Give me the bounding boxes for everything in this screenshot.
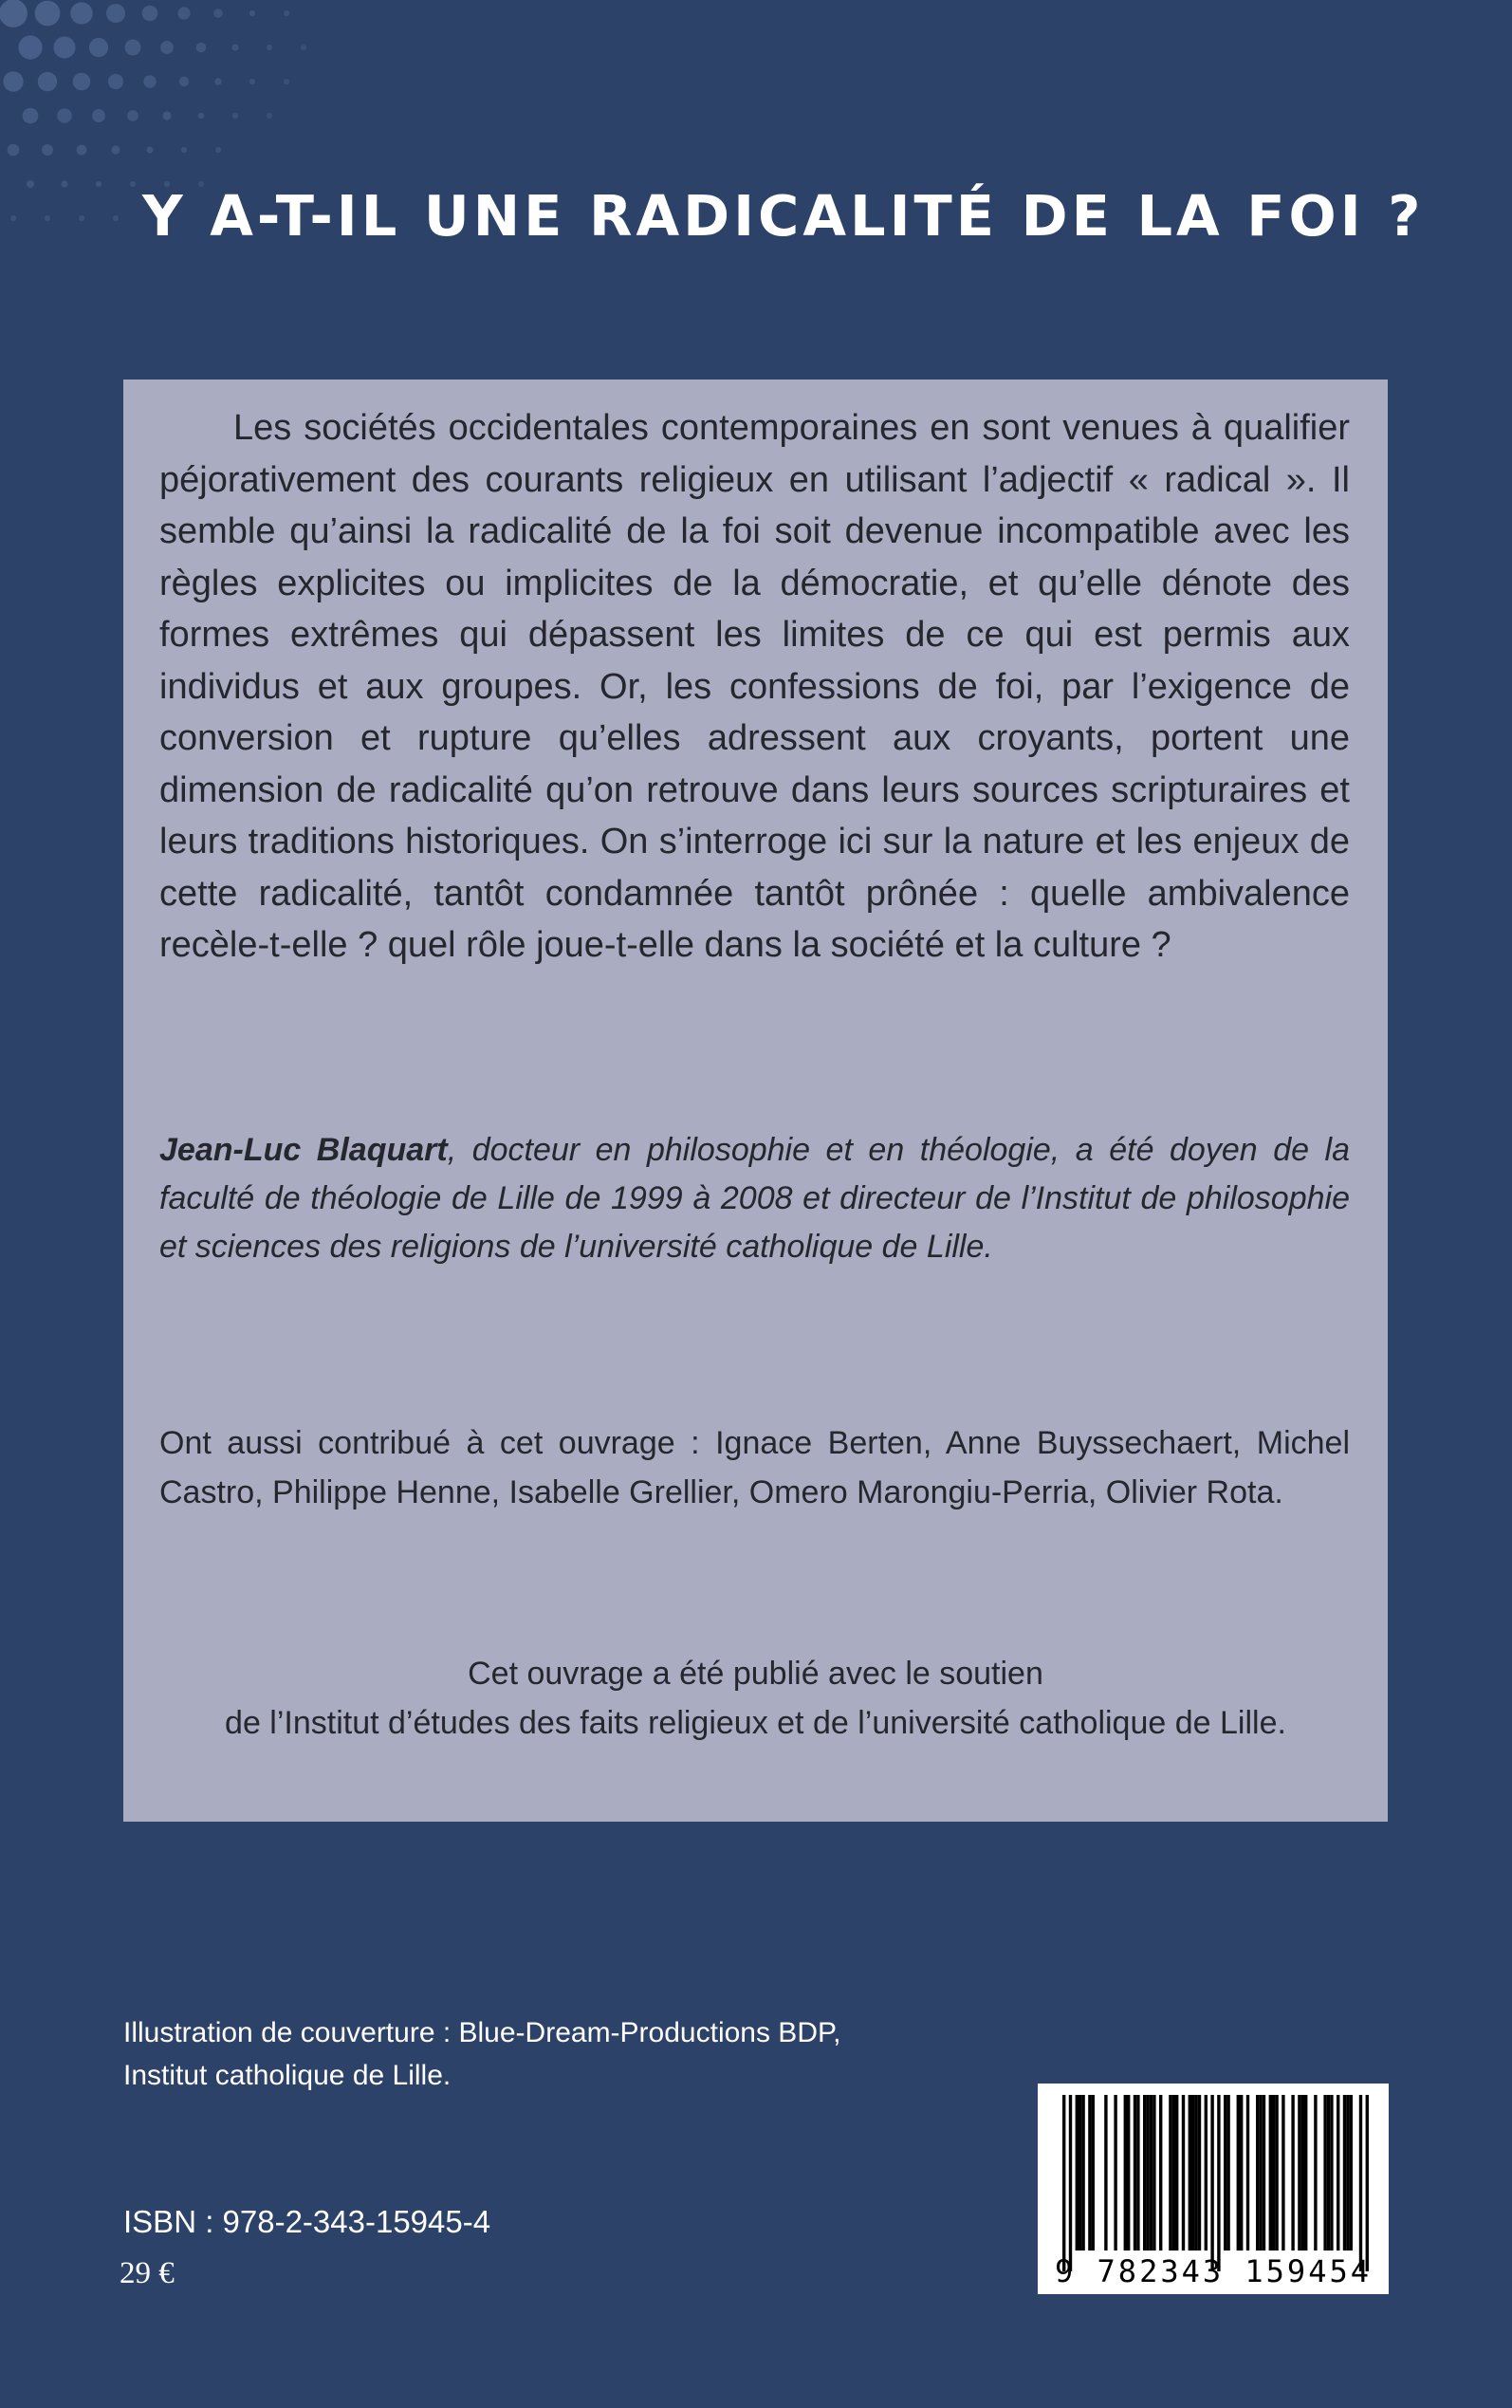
barcode-bar: [1194, 2095, 1197, 2251]
barcode-bar: [1246, 2095, 1249, 2251]
barcode-bar: [1150, 2095, 1152, 2251]
barcode-bar: [1198, 2095, 1201, 2251]
decorative-dot: [106, 4, 125, 23]
decorative-dot: [160, 41, 174, 54]
barcode-bar: [1343, 2095, 1346, 2251]
barcode-digits: 9 782343 159454: [1055, 2253, 1372, 2289]
decorative-dot: [54, 37, 76, 59]
barcode-bar: [1172, 2095, 1175, 2251]
barcode-bar: [1079, 2095, 1081, 2251]
barcode-bar: [1269, 2095, 1272, 2251]
decorative-dot: [57, 108, 72, 123]
decorative-dot: [267, 45, 272, 50]
barcode-bar: [1346, 2095, 1349, 2251]
decorative-dot: [89, 38, 108, 57]
barcode-bar: [1189, 2095, 1191, 2251]
decorative-dot: [284, 10, 289, 16]
decorative-dot: [18, 35, 42, 59]
barcode-bar: [1175, 2095, 1178, 2251]
barcode-bar: [1282, 2095, 1284, 2251]
barcode-bar: [1088, 2095, 1091, 2251]
barcode-bar: [1291, 2095, 1294, 2251]
decorative-dot: [108, 74, 123, 89]
decorative-dot: [232, 113, 238, 119]
decorative-dot: [214, 78, 221, 84]
decorative-dot: [77, 145, 87, 156]
barcode-bar: [1275, 2095, 1278, 2251]
decorative-dot: [146, 146, 153, 153]
barcode-bar: [1298, 2095, 1300, 2251]
decorative-dot: [27, 180, 34, 188]
decorative-dot: [113, 215, 119, 221]
decorative-dot: [42, 144, 53, 156]
support-note-line-1: Cet ouvrage a été publié avec le soutien: [468, 1656, 1043, 1692]
isbn-barcode: [1038, 2084, 1389, 2294]
decorative-dot: [179, 77, 189, 86]
barcode-bar: [1314, 2095, 1317, 2251]
decorative-dot: [213, 9, 223, 18]
barcode-bar: [1323, 2095, 1326, 2251]
barcode-bar: [1062, 2095, 1065, 2271]
isbn-number: ISBN : 978-2-343-15945-4: [123, 2204, 491, 2239]
back-cover-text-panel: [123, 380, 1388, 1822]
decorative-dot: [267, 113, 272, 119]
barcode-bar: [1359, 2095, 1362, 2271]
book-summary: Les sociétés occidentales contemporaines en sont venues à qualifier péjorativement des courants religieux en utilisant l’adjectif « radical ». Il semble qu’ainsi la radicalité de la foi soit devenue incompatible avec les règles explicites ou implicites de la démocratie, et qu’elle dénote des formes extrêmes qui dépassent les limites de ce qui est permis aux individus et aux groupes. Or, les confessions de foi, par l’exigence de conversion et rupture qu’elles adressent aux croyants, portent une dimension de radicalité qu’on retrouve dans leurs sources scripturaires et leurs traditions historiques. On s’interroge ici sur la nature et les enjeux de cette radicalité, tantôt condamnée tantôt prônée : quelle ambivalence recèle-t-elle ? quel rôle joue-t-elle dans la société et la culture ?: [159, 408, 1350, 965]
barcode-bar: [1191, 2095, 1194, 2251]
decorative-dot: [249, 10, 255, 16]
decorative-dot: [38, 72, 57, 91]
book-price: 29 €: [120, 2256, 175, 2290]
barcode-bar: [1152, 2095, 1155, 2251]
decorative-dot: [127, 110, 138, 121]
decorative-dot: [142, 6, 158, 22]
barcode-bar: [1337, 2095, 1339, 2251]
barcode-bar: [1124, 2095, 1127, 2251]
decorative-dot: [23, 108, 39, 124]
decorative-dot: [61, 180, 67, 187]
barcode-bar: [1114, 2095, 1116, 2251]
support-note-line-2: de l’Institut d’études des faits religieux et de l’université catholique de Lille.: [225, 1705, 1286, 1741]
author-name: Jean-Luc Blaquart: [159, 1132, 448, 1168]
barcode-bar: [1134, 2095, 1136, 2251]
decorative-dot: [10, 215, 16, 221]
decorative-dot: [177, 7, 190, 19]
decorative-dot: [130, 181, 136, 187]
decorative-dot: [249, 79, 255, 84]
decorative-dot: [8, 144, 20, 157]
decorative-dot: [125, 40, 141, 56]
decorative-dot: [79, 215, 84, 221]
barcode-bar: [1069, 2095, 1072, 2271]
decorative-dot: [284, 79, 289, 84]
decorative-dot: [3, 71, 23, 91]
decorative-dot: [0, 0, 28, 28]
barcode-bar: [1256, 2095, 1259, 2251]
barcode-bar: [1136, 2095, 1139, 2251]
decorative-dot: [92, 109, 105, 122]
barcode-bar: [1146, 2095, 1149, 2251]
author-biography: [159, 1126, 1350, 1271]
barcode-bar: [1301, 2095, 1304, 2251]
cover-illustration-credit: [123, 2011, 977, 2097]
barcode-bar: [1081, 2095, 1084, 2251]
decorative-dot: [162, 111, 171, 120]
barcode-bar: [1327, 2095, 1330, 2251]
decorative-dot: [301, 45, 306, 50]
decorative-dot: [198, 113, 205, 120]
decorative-dot: [35, 1, 61, 27]
support-note: [123, 1649, 1388, 1748]
barcode-bar: [1304, 2095, 1307, 2251]
barcode-bar: [1205, 2095, 1208, 2251]
barcode-bar: [1182, 2095, 1185, 2251]
book-title: Y A-T-IL UNE RADICALITÉ DE LA FOI ?: [142, 183, 1425, 249]
barcode-bar: [1350, 2095, 1353, 2251]
barcode-bar: [1143, 2095, 1146, 2251]
barcode-bar: [1210, 2095, 1213, 2271]
decorative-dot: [181, 147, 187, 153]
barcode-bar: [1169, 2095, 1171, 2251]
barcode-bar: [1272, 2095, 1275, 2251]
barcode-bar: [1226, 2095, 1229, 2251]
barcode-bar: [1092, 2095, 1095, 2251]
contributors-list: Ont aussi contribué à cet ouvrage : Ignace Berten, Anne Buyssechaert, Michel Castro, Philippe Henne, Isabelle Grellier, Omero Marongiu-Perria, Olivier Rota.: [159, 1425, 1350, 1510]
credit-line-1: Illustration de couverture : Blue-Dream-Productions BDP,: [123, 2017, 841, 2048]
decorative-dot: [215, 147, 221, 153]
barcode-bar: [1127, 2095, 1130, 2251]
decorative-dot: [196, 43, 207, 53]
decorative-dot: [73, 73, 91, 91]
credit-line-2: Institut catholique de Lille.: [123, 2060, 452, 2091]
barcode-bar: [1330, 2095, 1333, 2251]
decorative-dot: [231, 44, 238, 50]
decorative-dot: [143, 75, 156, 87]
barcode-bar: [1159, 2095, 1162, 2251]
barcode-bar: [1259, 2095, 1262, 2251]
barcode-bar: [1263, 2095, 1265, 2251]
barcode-bar: [1104, 2095, 1107, 2251]
decorative-dot: [96, 181, 101, 187]
barcode-bar: [1224, 2095, 1226, 2251]
barcode-bar: [1240, 2095, 1243, 2251]
decorative-dot: [45, 215, 50, 221]
barcode-bar: [1237, 2095, 1240, 2251]
barcode-bar: [1366, 2095, 1369, 2271]
decorative-dot: [111, 145, 120, 154]
barcode-bar: [1217, 2095, 1220, 2271]
barcode-bar: [1076, 2095, 1079, 2251]
decorative-dot: [70, 2, 92, 24]
author-bio-text: , docteur en philosophie et en théologie, a été doyen de la faculté de théologie de Lille de 1999 à 2008 et directeur de l’Institut de philosophie et sciences des religions de l’université catholique de Lille.: [159, 1132, 1351, 1265]
